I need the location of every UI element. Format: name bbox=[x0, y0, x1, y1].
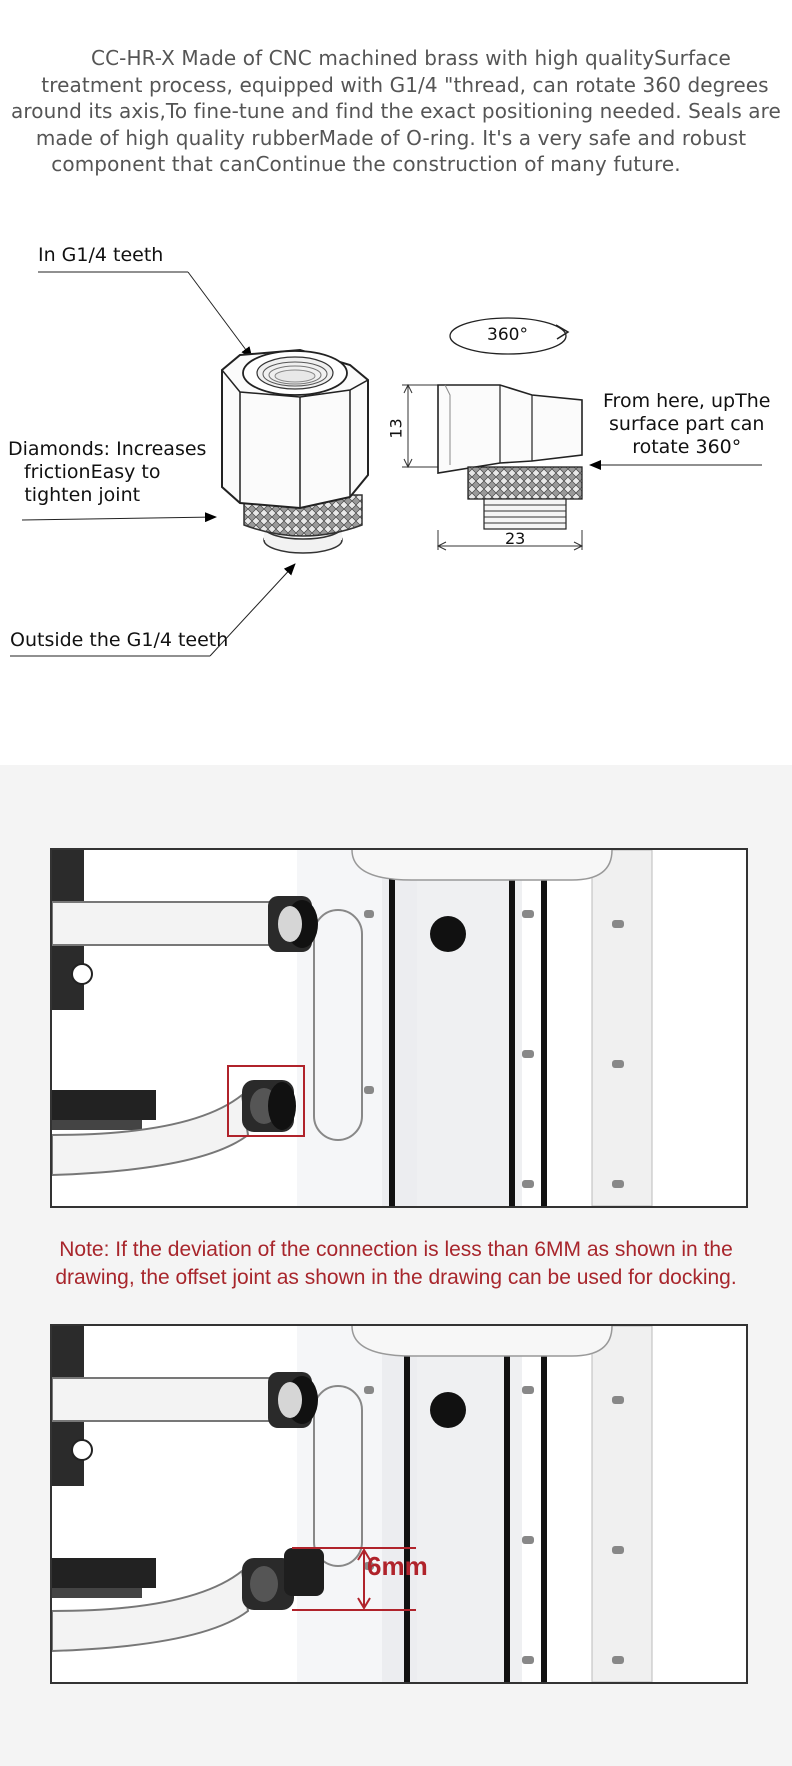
installation-photo-after bbox=[50, 1324, 748, 1684]
product-description bbox=[0, 45, 792, 178]
label-diamonds-line: Diamonds: Increases bbox=[8, 438, 207, 460]
fitting-diagram bbox=[0, 225, 792, 675]
fitting-side-view bbox=[402, 385, 582, 550]
description-line: made of high quality rubberMade of O-ring. It's a very safe and robust bbox=[35, 125, 747, 150]
label-rotate-note bbox=[603, 390, 770, 459]
dimension-width: 23 bbox=[505, 529, 526, 548]
label-diamonds bbox=[8, 438, 206, 507]
installation-section bbox=[0, 765, 792, 1766]
offset-label: 6mm bbox=[367, 1551, 428, 1581]
label-diamonds-line: frictionEasy to bbox=[23, 461, 161, 483]
photo-before-illustration bbox=[52, 850, 746, 1206]
fitting-3d-icon bbox=[222, 350, 368, 553]
label-rotate-note-line: rotate 360° bbox=[632, 436, 742, 458]
note-line: Note: If the deviation of the connection is less than 6MM as shown in the bbox=[59, 1238, 733, 1261]
label-rotate-degree: 360° bbox=[487, 325, 528, 345]
description-line: component that canContinue the construction of many future. bbox=[51, 152, 681, 176]
label-diamonds-line: tighten joint bbox=[24, 484, 141, 506]
note-line: drawing, the offset joint as shown in the drawing can be used for docking. bbox=[55, 1266, 737, 1289]
description-line: around its axis,To fine-tune and find the exact positioning needed. Seals are bbox=[11, 99, 781, 123]
label-rotate-note-line: surface part can bbox=[609, 413, 765, 435]
offset-note bbox=[0, 1236, 792, 1292]
photo-after-illustration bbox=[52, 1326, 746, 1682]
installation-photo-before bbox=[50, 848, 748, 1208]
label-outer-thread: Outside the G1/4 teeth bbox=[10, 629, 229, 651]
label-inner-thread: In G1/4 teeth bbox=[38, 244, 164, 266]
description-line: treatment process, equipped with G1/4 "thread, can rotate 360 degrees bbox=[41, 72, 769, 97]
description-line: CC-HR-X Made of CNC machined brass with high qualitySurface bbox=[91, 46, 731, 70]
dimension-height: 13 bbox=[386, 418, 406, 439]
label-rotate-note-line: From here, upThe bbox=[603, 390, 771, 412]
